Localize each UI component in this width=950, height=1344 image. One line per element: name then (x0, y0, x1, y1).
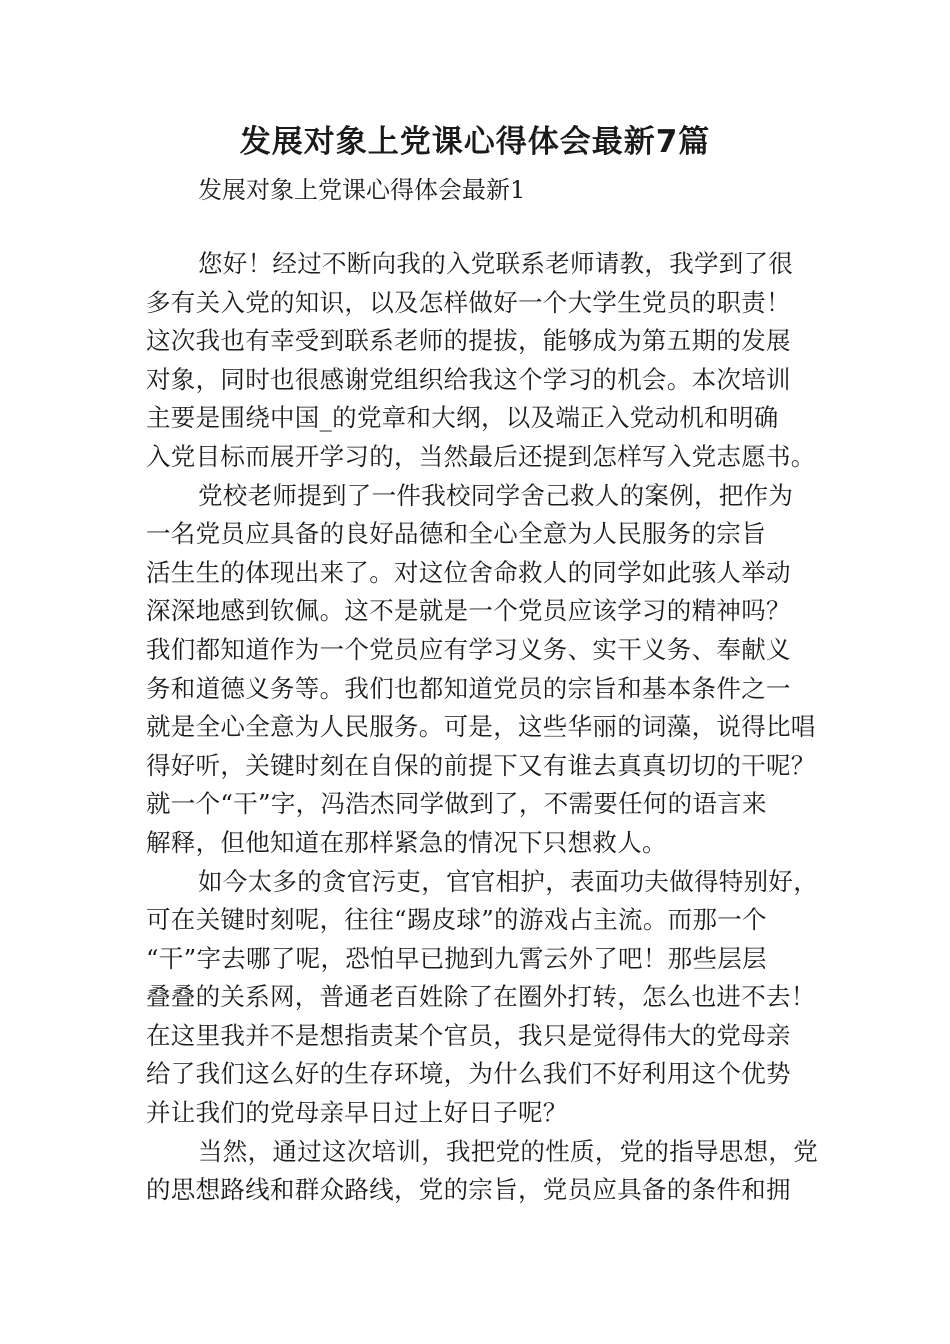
text-line: 党校老师提到了一件我校同学舍己救人的案例，把作为 (198, 480, 794, 510)
document-body (146, 245, 826, 1210)
text-line: 入党目标而展开学习的，当然最后还提到怎样写入党志愿书。 (146, 441, 816, 471)
text-line: 的思想路线和群众路线，党的宗旨，党员应具备的条件和拥 (146, 1175, 791, 1205)
text-line: 就是全心全意为人民服务。可是，这些华丽的词藻，说得比唱 (146, 712, 816, 742)
text-line: 多有关入党的知识，以及怎样做好一个大学生党员的职责！ (146, 287, 791, 317)
text-line: 务和道德义务等。我们也都知道党员的宗旨和基本条件之一 (146, 673, 791, 703)
paragraph-1 (146, 245, 826, 477)
paragraph-3 (146, 863, 826, 1133)
text-line: 叠叠的关系网，普通老百姓除了在圈外打转，怎么也进不去！ (146, 982, 816, 1012)
text-line: 解释，但他知道在那样紧急的情况下只想救人。 (146, 827, 667, 857)
paragraph-2 (146, 477, 826, 863)
text-line: 这次我也有幸受到联系老师的提拔，能够成为第五期的发展 (146, 326, 791, 356)
text-line: 我们都知道作为一个党员应有学习义务、实干义务、奉献义 (146, 634, 791, 664)
text-line: 当然，通过这次培训，我把党的性质，党的指导思想，党 (198, 1136, 818, 1166)
document-title: 发展对象上党课心得体会最新7篇 (239, 124, 711, 160)
text-line: 可在关键时刻呢，往往“踢皮球”的游戏占主流。而那一个 (146, 905, 767, 935)
text-line: 得好听，关键时刻在自保的前提下又有谁去真真切切的干呢？ (146, 750, 816, 780)
text-line: 如今太多的贪官污吏，官官相护，表面功夫做得特别好， (198, 866, 818, 896)
text-line: 在这里我并不是想指责某个官员，我只是觉得伟大的党母亲 (146, 1020, 791, 1050)
section-heading: 发展对象上党课心得体会最新1 (198, 176, 526, 204)
text-line: 对象，同时也很感谢党组织给我这个学习的机会。本次培训 (146, 364, 791, 394)
text-line: 深深地感到钦佩。这不是就是一个党员应该学习的精神吗？ (146, 596, 791, 626)
paragraph-4 (146, 1133, 826, 1210)
text-line: 就一个“干”字，冯浩杰同学做到了，不需要任何的语言来 (146, 789, 767, 819)
text-line: 活生生的体现出来了。对这位舍命救人的同学如此骇人举动 (146, 557, 791, 587)
text-line: 主要是围绕中国_的党章和大纲，以及端正入党动机和明确 (146, 403, 779, 433)
text-line: 给了我们这么好的生存环境，为什么我们不好利用这个优势 (146, 1059, 791, 1089)
text-line: 您好！经过不断向我的入党联系老师请教，我学到了很 (198, 249, 794, 278)
text-line: “干”字去哪了呢，恐怕早已抛到九霄云外了吧！那些层层 (146, 943, 767, 973)
text-line: 并让我们的党母亲早日过上好日子呢？ (146, 1098, 568, 1128)
text-line: 一名党员应具备的良好品德和全心全意为人民服务的宗旨 (146, 519, 766, 549)
